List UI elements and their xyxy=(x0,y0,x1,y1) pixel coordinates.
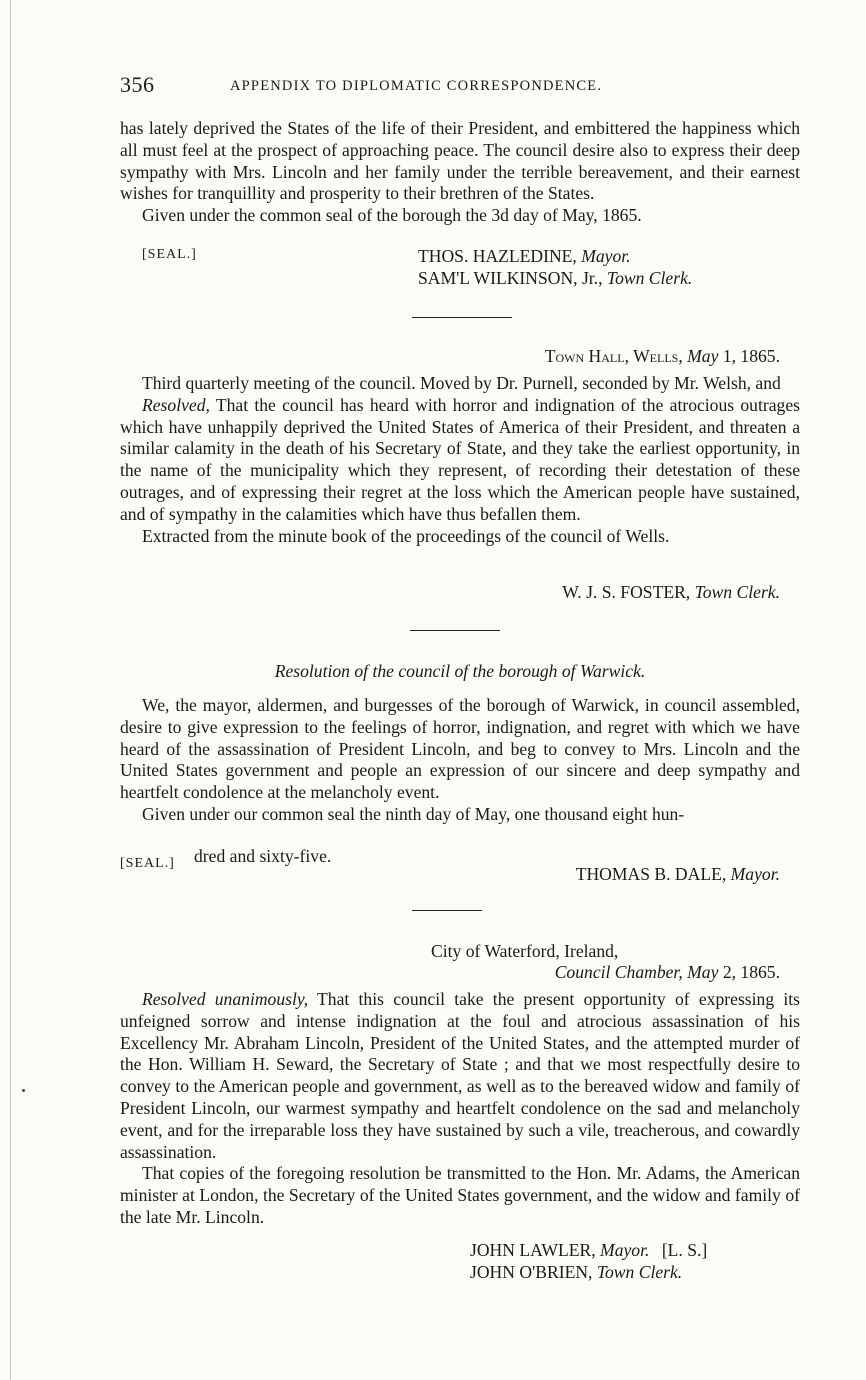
scan-speck xyxy=(22,1089,25,1092)
section2-intro: Third quarterly meeting of the council. Moved by Dr. Purnell, seconded by Mr. Welsh, and xyxy=(142,373,781,393)
divider-1 xyxy=(412,317,512,318)
section4-place: City of Waterford, Ireland, xyxy=(431,941,619,961)
section3-body: We, the mayor, aldermen, and burgesses of the borough of Warwick, in council assembled, desire to give expression to the feelings of horror, indignation, and regret with which we have heard of the assassination of President Lincoln, and beg to convey to Mrs. Lincoln and the United States government and people an expression of our sincere and deep sympathy and heartfelt condolence at the melancholy event. xyxy=(120,695,800,803)
divider-2 xyxy=(410,630,500,631)
section2-place-date: Town Hall, Wells, May 1, 1865. xyxy=(544,346,780,366)
section-hazledine xyxy=(120,118,800,227)
divider-3 xyxy=(412,910,482,911)
section-wells xyxy=(120,373,800,547)
running-title: APPENDIX TO DIPLOMATIC CORRESPONDENCE. xyxy=(230,78,603,94)
section2-signature: W. J. S. FOSTER, Town Clerk. xyxy=(562,582,780,602)
section1-seal: [SEAL.] xyxy=(142,247,197,262)
section3-given: Given under our common seal the ninth day of May, one thousand eight hun- xyxy=(142,803,685,824)
section2-resolution: Resolved, That the council has heard with horror and indignation of the atrocious outrages which have unhappily deprived the United States of America of their President, and threaten a similar calamity in the death of his Secretary of State, and they take the earliest opportunity, in the name of the municipality which they represent, of recording their detestation of these outrages, and of expressing their regret at the loss which the American people have sustained, and of sympathy in the calamities which have thus befallen them. xyxy=(120,394,800,524)
section3-signature: THOMAS B. DALE, Mayor. xyxy=(575,864,780,884)
section-waterford xyxy=(120,989,800,1229)
page-number: 356 xyxy=(120,72,155,97)
section1-signature-clerk: SAM'L WILKINSON, Jr., Town Clerk. xyxy=(418,268,693,288)
section3-given-continued: dred and sixty-five. xyxy=(194,846,332,866)
section2-extract: Extracted from the minute book of the proceedings of the council of Wells. xyxy=(142,525,670,546)
warwick-heading: Resolution of the council of the borough of Warwick. xyxy=(274,661,646,681)
section1-body: has lately deprived the States of the life of their President, and embittered the happiness which all must feel at the prospect of approaching peace. The council desire also to express their deep sympathy with Mrs. Lincoln and her family under the terrible bereavement, and their earnest wishes for tranquillity and prosperity to their brethren of the States. xyxy=(120,118,800,204)
page-header xyxy=(120,72,800,102)
section4-signature-clerk: JOHN O'BRIEN, Town Clerk. xyxy=(470,1262,683,1282)
section3-seal: [SEAL.] xyxy=(120,856,175,871)
section4-signature-mayor: JOHN LAWLER, Mayor. [L. S.] xyxy=(470,1240,708,1260)
section4-resolution: Resolved unanimously, That this council take the present opportunity of expressing its unfeigned sorrow and intense indignation at the foul and atrocious assassination of his Excellency Mr. Abraham Lincoln, President of the United States, and the attempted murder of the Hon. William H. Seward, the Secretary of State ; and that we most respectfully desire to convey to the American people and government, as well as to the bereaved widow and family of President Lincoln, our warmest sympathy and heartfelt condolence on the sad and melancholy event, and for the irreparable loss they have sustained by such a vile, treacherous, and cowardly assassination. xyxy=(120,989,800,1162)
section-warwick xyxy=(120,695,800,826)
section4-chamber-date: Council Chamber, May 2, 1865. xyxy=(554,962,780,982)
section1-given: Given under the common seal of the borough the 3d day of May, 1865. xyxy=(142,205,642,226)
section1-signature-mayor: THOS. HAZLEDINE, Mayor. xyxy=(418,246,631,266)
section4-ls-mark: [L. S.] xyxy=(661,1240,708,1260)
section4-copies: That copies of the foregoing resolution be transmitted to the Hon. Mr. Adams, the American minister at London, the Secretary of the United States government, and the widow and family of the late Mr. Lincoln. xyxy=(120,1163,800,1227)
scan-edge-line xyxy=(10,0,11,1380)
